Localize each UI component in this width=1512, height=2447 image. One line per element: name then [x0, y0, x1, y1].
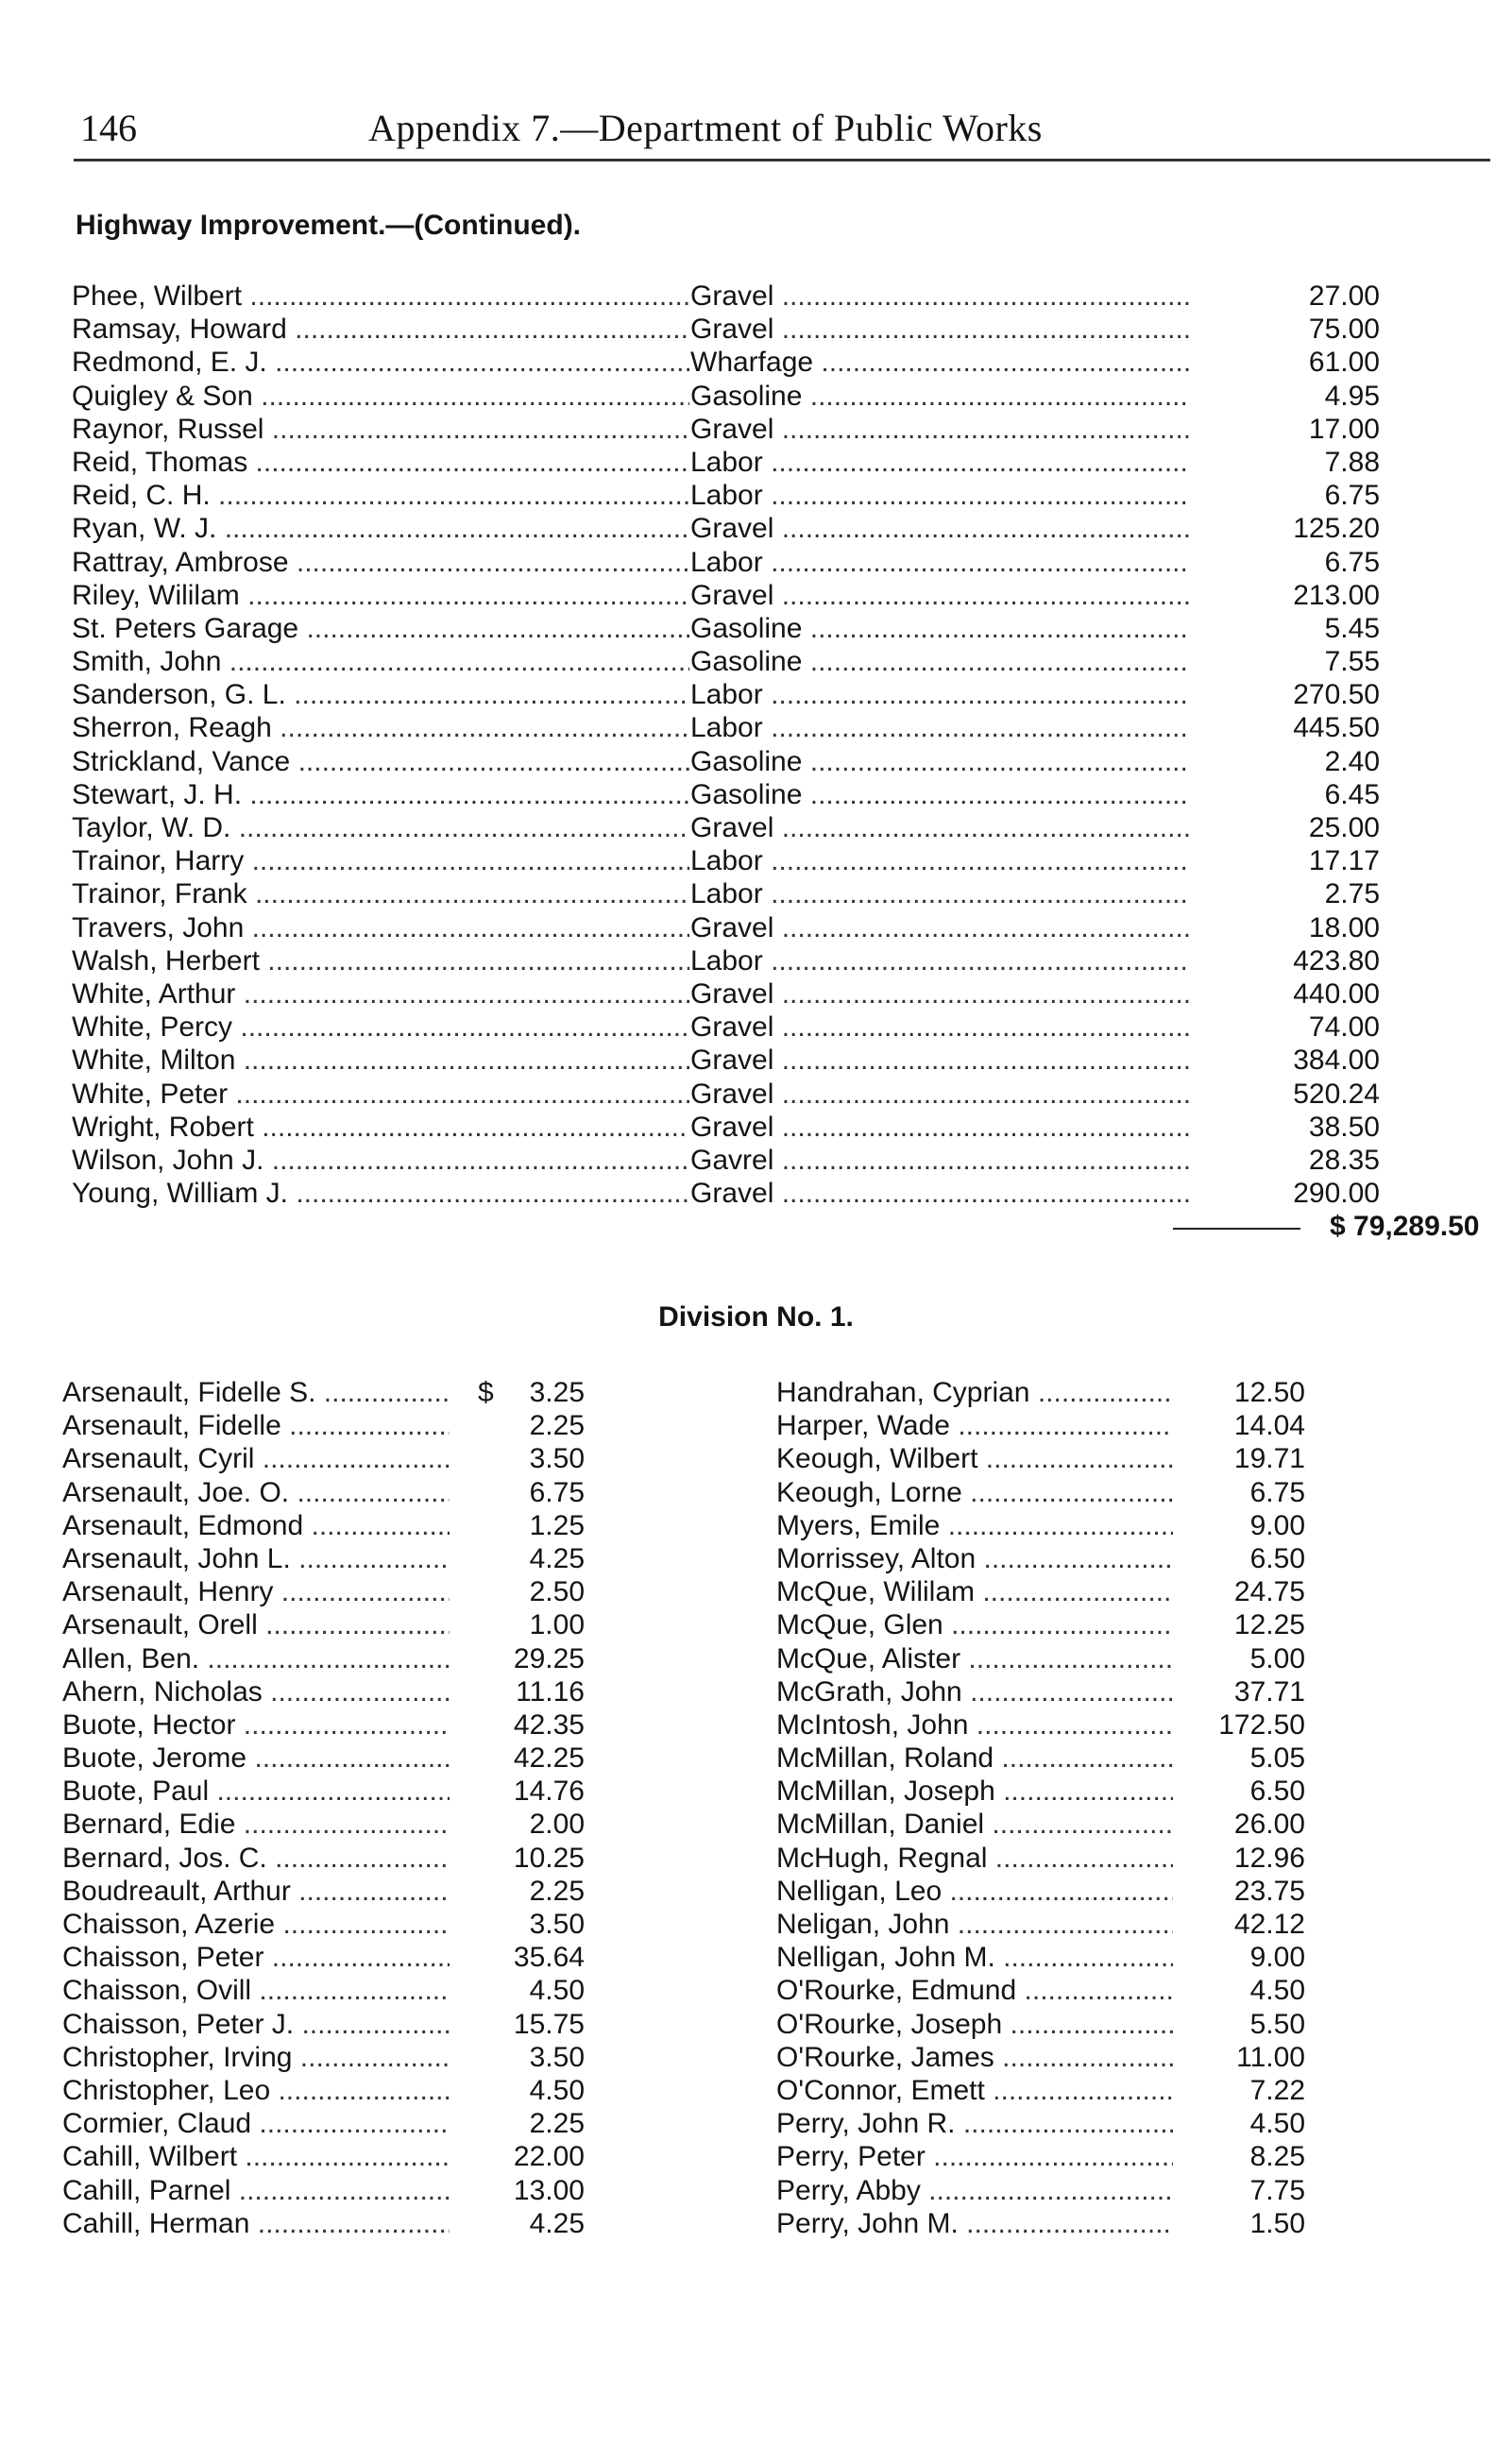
- payment-item: Gasoline .....: [690, 612, 1189, 645]
- payee-name: Sherron, Reagh .....: [72, 711, 689, 744]
- payment-amount: 7.75: [1249, 2174, 1305, 2206]
- payment-amount: 1.25: [529, 1509, 585, 1541]
- payment-item: Gravel .....: [690, 1177, 1189, 1210]
- payee-name: White, Percy .....: [72, 1011, 689, 1044]
- list-item: [776, 1642, 1305, 1675]
- payment-amount: 2.25: [529, 2108, 585, 2140]
- payment-amount: 270.50: [1293, 679, 1380, 711]
- table-row: [72, 1078, 1380, 1111]
- payee-name: Perry, Abby .....: [776, 2174, 1173, 2207]
- payee-name: Raynor, Russel .....: [72, 413, 689, 446]
- payee-name: Young, William J. .....: [72, 1177, 689, 1210]
- payment-amount: 5.45: [1324, 612, 1380, 644]
- list-item: [776, 1708, 1305, 1742]
- payment-amount: 74.00: [1308, 1011, 1380, 1044]
- payment-amount: 24.75: [1233, 1576, 1305, 1608]
- payee-name: Rattray, Ambrose .....: [72, 546, 689, 579]
- payment-amount: 6.50: [1249, 1776, 1305, 1808]
- payee-name: McIntosh, John .....: [776, 1708, 1173, 1742]
- list-item: [776, 2207, 1305, 2240]
- payment-item: Gravel .....: [690, 1111, 1189, 1144]
- list-item: [776, 2174, 1305, 2207]
- payee-name: St. Peters Garage .....: [72, 612, 689, 645]
- table-row: [72, 346, 1380, 379]
- payee-name: Arsenault, Henry .....: [62, 1575, 450, 1608]
- payee-name: McGrath, John .....: [776, 1675, 1173, 1708]
- payment-amount: 6.75: [1324, 480, 1380, 512]
- payee-name: Chaisson, Azerie .....: [62, 1908, 450, 1941]
- payee-name: Buote, Hector .....: [62, 1708, 450, 1742]
- payment-item: Gasoline .....: [690, 745, 1189, 778]
- payment-item: Gasoline .....: [690, 645, 1189, 678]
- section-heading: Highway Improvement.—(Continued).: [76, 210, 582, 241]
- payee-name: Quigley & Son .....: [72, 380, 689, 413]
- payee-name: O'Connor, Emett .....: [776, 2074, 1173, 2107]
- payment-amount: 23.75: [1233, 1875, 1305, 1907]
- payment-amount: 8.25: [1249, 2141, 1305, 2173]
- payment-amount: 5.00: [1249, 1642, 1305, 1674]
- table-row: [72, 313, 1380, 346]
- payee-name: Morrissey, Alton .....: [776, 1542, 1173, 1575]
- table-row: [72, 1011, 1380, 1044]
- payment-item: Labor .....: [690, 844, 1189, 877]
- list-item: [776, 1974, 1305, 2007]
- payee-name: McHugh, Regnal .....: [776, 1842, 1173, 1875]
- payee-name: Wilson, John J. .....: [72, 1144, 689, 1177]
- payee-name: Perry, John M. .....: [776, 2207, 1173, 2240]
- payment-amount: 9.00: [1249, 1942, 1305, 1974]
- payment-amount: 1.00: [529, 1609, 585, 1641]
- list-item: [776, 2107, 1305, 2140]
- table-row: [72, 1177, 1380, 1210]
- payee-name: Ramsay, Howard .....: [72, 313, 689, 346]
- list-item: [62, 1875, 591, 1908]
- table-row: [72, 877, 1380, 910]
- payee-name: Walsh, Herbert .....: [72, 944, 689, 977]
- table-row: [72, 911, 1380, 944]
- payment-amount: 12.50: [1233, 1377, 1305, 1408]
- payee-name: Redmond, E. J. .....: [72, 346, 689, 379]
- table-row: [72, 1044, 1380, 1077]
- table-row: [72, 944, 1380, 977]
- payee-name: Myers, Emile .....: [776, 1509, 1173, 1542]
- list-item: [776, 1808, 1305, 1841]
- list-item: [62, 1442, 591, 1475]
- list-item: [62, 1575, 591, 1608]
- table-row: [72, 512, 1380, 545]
- running-title: Appendix 7.—Department of Public Works: [368, 107, 1043, 149]
- payment-amount: 19.71: [1233, 1443, 1305, 1475]
- list-item: [62, 1974, 591, 2007]
- payee-name: Reid, C. H. .....: [72, 479, 689, 512]
- table-row: [72, 413, 1380, 446]
- division-left-column: [62, 1376, 591, 2240]
- payment-amount: 4.25: [529, 1542, 585, 1574]
- list-item: [62, 2074, 591, 2107]
- payment-amount: 42.35: [513, 1708, 585, 1741]
- payment-amount: 4.50: [529, 2074, 585, 2106]
- payee-name: Neligan, John .....: [776, 1908, 1173, 1941]
- list-item: [62, 2174, 591, 2207]
- header-rule: [74, 159, 1490, 161]
- payment-amount: 26.00: [1233, 1809, 1305, 1841]
- payee-name: McQue, Wililam .....: [776, 1575, 1173, 1608]
- list-item: [776, 2008, 1305, 2041]
- payee-name: Christopher, Irving .....: [62, 2041, 450, 2074]
- table-row: [72, 1144, 1380, 1177]
- list-item: [62, 1675, 591, 1708]
- payment-amount: 2.25: [529, 1410, 585, 1442]
- payment-amount: 17.17: [1308, 845, 1380, 877]
- payment-item: Gasoline .....: [690, 778, 1189, 811]
- page-number: 146: [80, 107, 137, 149]
- list-item: [776, 1775, 1305, 1808]
- payee-name: Arsenault, John L. .....: [62, 1542, 450, 1575]
- list-item: [62, 1908, 591, 1941]
- payee-name: Arsenault, Edmond .....: [62, 1509, 450, 1542]
- table-row: [72, 479, 1380, 512]
- payment-amount: 3.25: [529, 1377, 585, 1408]
- payment-item: Gravel .....: [690, 1078, 1189, 1111]
- payment-amount: 445.50: [1293, 712, 1380, 744]
- payment-amount: 14.76: [513, 1776, 585, 1808]
- list-item: [62, 1376, 591, 1409]
- payment-amount: 75.00: [1308, 314, 1380, 346]
- payee-name: White, Peter .....: [72, 1078, 689, 1111]
- payee-name: Harper, Wade .....: [776, 1409, 1173, 1442]
- payment-item: Gravel .....: [690, 579, 1189, 612]
- list-item: [776, 1875, 1305, 1908]
- payment-amount: 6.50: [1249, 1542, 1305, 1574]
- payment-amount: 42.12: [1233, 1909, 1305, 1940]
- list-item: [776, 1742, 1305, 1775]
- payment-amount: 3.50: [529, 2041, 585, 2073]
- payee-name: Cahill, Parnel .....: [62, 2174, 450, 2207]
- payment-amount: 13.00: [513, 2174, 585, 2206]
- payment-amount: 28.35: [1308, 1144, 1380, 1176]
- payment-item: Gasoline .....: [690, 380, 1189, 413]
- payment-amount: 520.24: [1293, 1078, 1380, 1110]
- payee-name: Smith, John .....: [72, 645, 689, 678]
- list-item: [776, 1908, 1305, 1941]
- list-item: [776, 1675, 1305, 1708]
- payee-name: Chaisson, Ovill .....: [62, 1974, 450, 2007]
- payment-amount: 5.05: [1249, 1742, 1305, 1775]
- payment-amount: 7.55: [1324, 646, 1380, 678]
- list-item: [62, 2207, 591, 2240]
- payee-name: Nelligan, John M. .....: [776, 1941, 1173, 1974]
- sum-rule: [1173, 1228, 1300, 1230]
- list-item: [62, 2041, 591, 2074]
- payee-name: Arsenault, Cyril .....: [62, 1442, 450, 1475]
- payment-amount: 440.00: [1293, 977, 1380, 1010]
- payee-name: Buote, Paul .....: [62, 1775, 450, 1808]
- list-item: [776, 2140, 1305, 2173]
- payee-name: Sanderson, G. L. .....: [72, 678, 689, 711]
- payment-amount: 11.16: [516, 1675, 585, 1708]
- payment-amount: 2.75: [1324, 878, 1380, 910]
- payment-item: Labor .....: [690, 678, 1189, 711]
- highway-total: $ 79,289.50: [1330, 1211, 1480, 1242]
- payment-amount: 213.00: [1293, 579, 1380, 611]
- highway-improvement-list: [72, 280, 1380, 1210]
- payment-amount: 2.00: [529, 1809, 585, 1841]
- payee-name: Buote, Jerome .....: [62, 1742, 450, 1775]
- list-item: [776, 1575, 1305, 1608]
- payee-name: White, Milton .....: [72, 1044, 689, 1077]
- table-row: [72, 612, 1380, 645]
- payment-amount: 125.20: [1293, 513, 1380, 545]
- payment-amount: 2.25: [529, 1875, 585, 1907]
- payment-amount: 17.00: [1308, 413, 1380, 445]
- list-item: [62, 1476, 591, 1509]
- payment-amount: 22.00: [513, 2141, 585, 2173]
- list-item: [776, 1409, 1305, 1442]
- payment-item: Gravel .....: [690, 1011, 1189, 1044]
- payment-item: Wharfage .....: [690, 346, 1189, 379]
- list-item: [776, 1476, 1305, 1509]
- payment-item: Labor .....: [690, 446, 1189, 479]
- payee-name: Handrahan, Cyprian .....: [776, 1376, 1173, 1409]
- payee-name: Trainor, Harry .....: [72, 844, 689, 877]
- payment-amount: 6.75: [529, 1476, 585, 1508]
- payment-item: Gravel .....: [690, 977, 1189, 1011]
- payee-name: Ryan, W. J. .....: [72, 512, 689, 545]
- payment-amount: 42.25: [513, 1742, 585, 1775]
- payment-amount: 172.50: [1218, 1708, 1305, 1741]
- payee-name: Wright, Robert .....: [72, 1111, 689, 1144]
- payee-name: O'Rourke, James .....: [776, 2041, 1173, 2074]
- list-item: [776, 2041, 1305, 2074]
- payment-amount: 14.04: [1233, 1410, 1305, 1442]
- list-item: [776, 2074, 1305, 2107]
- table-row: [72, 778, 1380, 811]
- list-item: [776, 1376, 1305, 1409]
- payment-amount: 2.50: [529, 1576, 585, 1608]
- payment-amount: 9.00: [1249, 1509, 1305, 1541]
- payee-name: Cahill, Wilbert .....: [62, 2140, 450, 2173]
- list-item: [62, 2008, 591, 2041]
- payment-amount: 18.00: [1308, 911, 1380, 943]
- list-item: [776, 1608, 1305, 1641]
- payment-amount: 38.50: [1308, 1111, 1380, 1143]
- page-header: [80, 106, 1487, 153]
- table-row: [72, 446, 1380, 479]
- payee-name: Perry, John R. .....: [776, 2107, 1173, 2140]
- payee-name: Arsenault, Orell .....: [62, 1608, 450, 1641]
- payee-name: McMillan, Joseph .....: [776, 1775, 1173, 1808]
- table-row: [72, 1111, 1380, 1144]
- payee-name: Arsenault, Fidelle .....: [62, 1409, 450, 1442]
- payee-name: Keough, Lorne .....: [776, 1476, 1173, 1509]
- payee-name: Perry, Peter .....: [776, 2140, 1173, 2173]
- payee-name: McMillan, Roland .....: [776, 1742, 1173, 1775]
- payment-amount: 3.50: [529, 1909, 585, 1940]
- payee-name: Arsenault, Joe. O. .....: [62, 1476, 450, 1509]
- list-item: [62, 1742, 591, 1775]
- payment-item: Gravel .....: [690, 413, 1189, 446]
- list-item: [776, 1542, 1305, 1575]
- payment-amount: 7.22: [1249, 2074, 1305, 2106]
- payment-amount: 11.00: [1236, 2041, 1305, 2073]
- payee-name: Chaisson, Peter J. .....: [62, 2008, 450, 2041]
- payment-amount: 4.50: [529, 1975, 585, 2007]
- payee-name: Chaisson, Peter .....: [62, 1941, 450, 1974]
- list-item: [776, 1442, 1305, 1475]
- payee-name: Allen, Ben. .....: [62, 1642, 450, 1675]
- payee-name: Nelligan, Leo .....: [776, 1875, 1173, 1908]
- payment-item: Gravel .....: [690, 313, 1189, 346]
- payment-item: Labor .....: [690, 546, 1189, 579]
- payee-name: Ahern, Nicholas .....: [62, 1675, 450, 1708]
- list-item: [62, 1775, 591, 1808]
- payee-name: Bernard, Jos. C. .....: [62, 1842, 450, 1875]
- payment-amount: 27.00: [1308, 280, 1380, 312]
- payment-item: Gravel .....: [690, 280, 1189, 313]
- payee-name: McQue, Alister .....: [776, 1642, 1173, 1675]
- payee-name: Strickland, Vance .....: [72, 745, 689, 778]
- table-row: [72, 678, 1380, 711]
- division-heading: Division No. 1.: [658, 1301, 854, 1333]
- payee-name: White, Arthur .....: [72, 977, 689, 1011]
- payment-item: Labor .....: [690, 711, 1189, 744]
- table-row: [72, 645, 1380, 678]
- payment-item: Labor .....: [690, 877, 1189, 910]
- payment-amount: 35.64: [513, 1942, 585, 1974]
- payee-name: Cahill, Herman .....: [62, 2207, 450, 2240]
- payment-amount: 4.50: [1249, 1975, 1305, 2007]
- table-row: [72, 811, 1380, 844]
- payment-amount: 37.71: [1233, 1675, 1305, 1708]
- payee-name: O'Rourke, Joseph .....: [776, 2008, 1173, 2041]
- list-item: [776, 1941, 1305, 1974]
- table-row: [72, 844, 1380, 877]
- dollar-sign: $: [478, 1377, 494, 1408]
- payment-amount: 6.75: [1249, 1476, 1305, 1508]
- payment-amount: 5.50: [1249, 2008, 1305, 2040]
- payee-name: Reid, Thomas .....: [72, 446, 689, 479]
- payment-amount: 12.25: [1233, 1609, 1305, 1641]
- list-item: [62, 1842, 591, 1875]
- payee-name: Stewart, J. H. .....: [72, 778, 689, 811]
- list-item: [776, 1509, 1305, 1542]
- list-item: [62, 2107, 591, 2140]
- table-row: [72, 380, 1380, 413]
- list-item: [62, 1941, 591, 1974]
- payee-name: Christopher, Leo .....: [62, 2074, 450, 2107]
- payment-amount: 1.50: [1249, 2207, 1305, 2239]
- payment-item: Gravel .....: [690, 1044, 1189, 1077]
- table-row: [72, 977, 1380, 1011]
- payment-amount: 6.45: [1324, 778, 1380, 810]
- payment-amount: 12.96: [1233, 1842, 1305, 1874]
- payment-item: Gavrel .....: [690, 1144, 1189, 1177]
- payment-amount: 4.95: [1324, 380, 1380, 412]
- payee-name: O'Rourke, Edmund .....: [776, 1974, 1173, 2007]
- table-row: [72, 546, 1380, 579]
- list-item: [62, 1509, 591, 1542]
- payment-item: Gravel .....: [690, 512, 1189, 545]
- payment-amount: 6.75: [1324, 546, 1380, 578]
- table-row: [72, 280, 1380, 313]
- payee-name: Trainor, Frank .....: [72, 877, 689, 910]
- list-item: [62, 2140, 591, 2173]
- payee-name: Travers, John .....: [72, 911, 689, 944]
- payment-item: Gravel .....: [690, 911, 1189, 944]
- payment-item: Labor .....: [690, 944, 1189, 977]
- payment-item: Gravel .....: [690, 811, 1189, 844]
- division-right-column: [776, 1376, 1305, 2240]
- list-item: [62, 1409, 591, 1442]
- payment-amount: 61.00: [1308, 347, 1380, 379]
- payment-amount: 4.25: [529, 2207, 585, 2239]
- payee-name: Bernard, Edie .....: [62, 1808, 450, 1841]
- list-item: [62, 1542, 591, 1575]
- payee-name: Cormier, Claud .....: [62, 2107, 450, 2140]
- table-row: [72, 711, 1380, 744]
- payee-name: Phee, Wilbert .....: [72, 280, 689, 313]
- payment-amount: 7.88: [1324, 446, 1380, 478]
- payment-amount: 25.00: [1308, 812, 1380, 843]
- payee-name: Taylor, W. D. .....: [72, 811, 689, 844]
- payee-name: Riley, Wililam .....: [72, 579, 689, 612]
- list-item: [776, 1842, 1305, 1875]
- table-row: [72, 745, 1380, 778]
- payee-name: Keough, Wilbert .....: [776, 1442, 1173, 1475]
- list-item: [62, 1708, 591, 1742]
- payee-name: Boudreault, Arthur .....: [62, 1875, 450, 1908]
- payment-amount: 290.00: [1293, 1178, 1380, 1210]
- list-item: [62, 1608, 591, 1641]
- payment-amount: 29.25: [513, 1642, 585, 1674]
- payment-item: Labor .....: [690, 479, 1189, 512]
- list-item: [62, 1642, 591, 1675]
- payment-amount: 10.25: [513, 1842, 585, 1874]
- payee-name: McMillan, Daniel .....: [776, 1808, 1173, 1841]
- payee-name: McQue, Glen .....: [776, 1608, 1173, 1641]
- list-item: [62, 1808, 591, 1841]
- payment-amount: 423.80: [1293, 944, 1380, 977]
- payment-amount: 2.40: [1324, 745, 1380, 777]
- payee-name: Arsenault, Fidelle S. .....: [62, 1376, 450, 1409]
- payment-amount: 3.50: [529, 1443, 585, 1475]
- payment-amount: 384.00: [1293, 1045, 1380, 1077]
- table-row: [72, 579, 1380, 612]
- payment-amount: 15.75: [513, 2008, 585, 2040]
- payment-amount: 4.50: [1249, 2108, 1305, 2140]
